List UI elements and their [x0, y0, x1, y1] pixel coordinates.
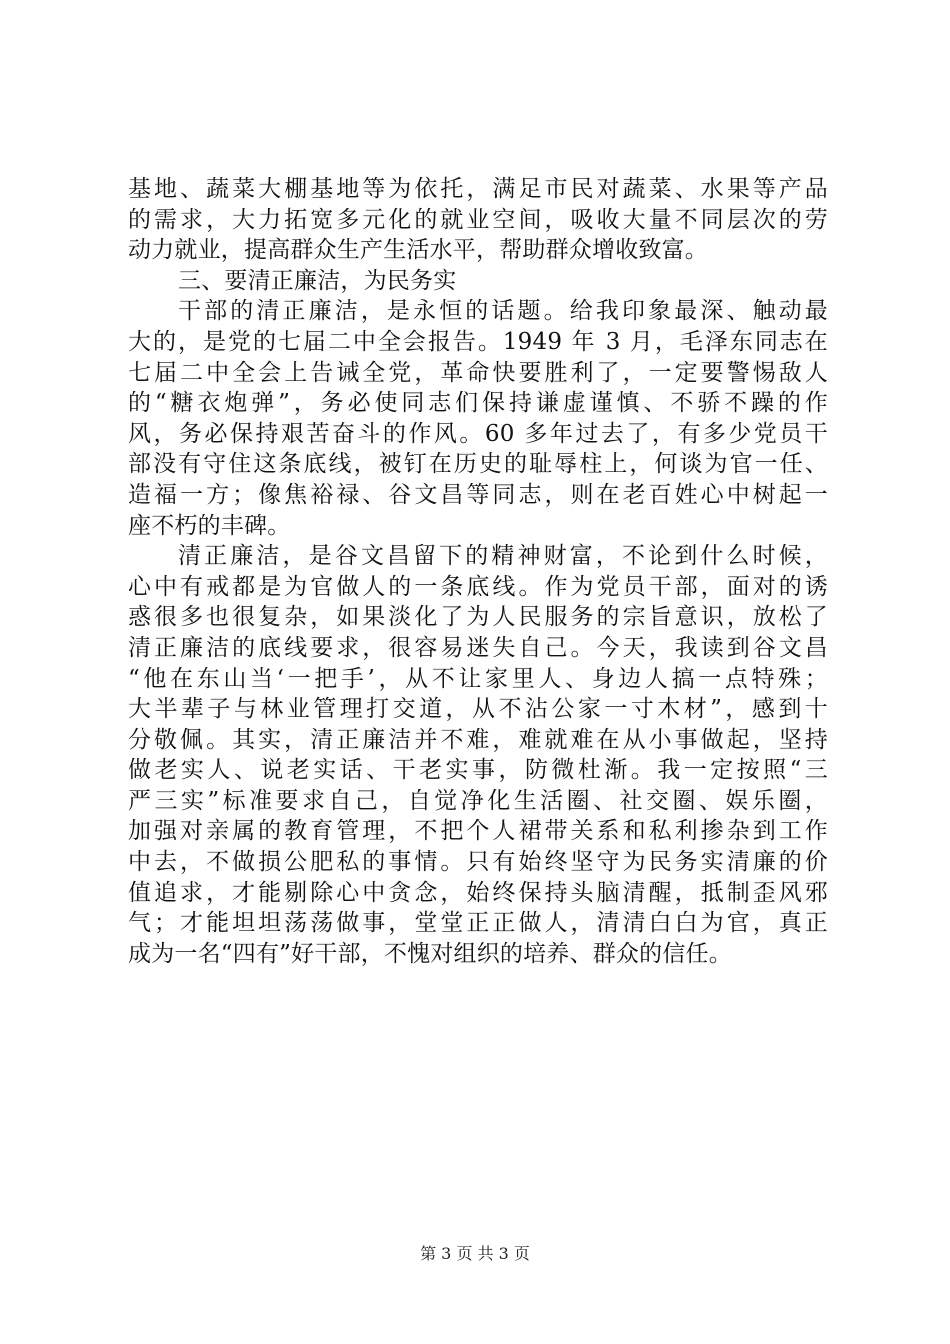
text-line: 分敬佩。其实，清正廉洁并不难，难就难在从小事做起，坚持 [128, 726, 828, 753]
text-line: 惑很多也很复杂，如果淡化了为人民服务的宗旨意识，放松了 [128, 604, 828, 631]
text-line: 清正廉洁，是谷文昌留下的精神财富，不论到什么时候， [178, 543, 828, 570]
text-line: 中去，不做损公肥私的事情。只有始终坚守为民务实清廉的价 [128, 849, 828, 876]
text-line: 座不朽的丰碑。 [128, 512, 291, 539]
text-line: 风，务必保持艰苦奋斗的作风。60 多年过去了，有多少党员干 [128, 420, 828, 447]
text-line: 动力就业，提高群众生产生活水平，帮助群众增收致富。 [128, 237, 708, 264]
text-line: 造福一方；像焦裕禄、谷文昌等同志，则在老百姓心中树起一 [128, 481, 828, 508]
text-line: 的“糖衣炮弹”，务必使同志们保持谦虚谨慎、不骄不躁的作 [128, 390, 828, 417]
text-line: 的需求，大力拓宽多元化的就业空间，吸收大量不同层次的劳 [128, 206, 828, 233]
text-line: 气；才能坦坦荡荡做事，堂堂正正做人，清清白白为官，真正 [128, 910, 828, 937]
text-line: 成为一名“四有”好干部，不愧对组织的培养、群众的信任。 [128, 940, 732, 967]
text-line: 部没有守住这条底线，被钉在历史的耻辱柱上，何谈为官一任、 [128, 451, 828, 478]
text-line: 加强对亲属的教育管理，不把个人裙带关系和私利掺杂到工作 [128, 818, 828, 845]
text-line: 心中有戒都是为官做人的一条底线。作为党员干部，面对的诱 [128, 573, 828, 600]
document-body [128, 174, 828, 969]
text-line: 值追求，才能剔除心中贪念，始终保持头脑清醒，抵制歪风邪 [128, 879, 828, 906]
text-line: 大的，是党的七届二中全会报告。1949 年 3 月，毛泽东同志在 [128, 328, 828, 355]
text-line: 七届二中全会上告诫全党，革命快要胜利了，一定要警惕敌人 [128, 359, 828, 386]
text-line: 大半辈子与林业管理打交道，从不沾公家一寸木材”，感到十 [128, 696, 828, 723]
text-line: 严三实”标准要求自己，自觉净化生活圈、社交圈、娱乐圈， [128, 787, 828, 814]
text-line: “他在东山当‘一把手’，从不让家里人、身边人搞一点特殊； [128, 665, 828, 692]
section-heading: 三、要清正廉洁，为民务实 [178, 267, 457, 294]
text-line: 清正廉洁的底线要求，很容易迷失自己。今天，我读到谷文昌 [128, 634, 828, 661]
text-line: 干部的清正廉洁，是永恒的话题。给我印象最深、触动最 [178, 298, 828, 325]
text-line: 基地、蔬菜大棚基地等为依托，满足市民对蔬菜、水果等产品 [128, 176, 828, 202]
page-footer: 第 3 页 共 3 页 [420, 1244, 530, 1263]
text-line: 做老实人、说老实话、干老实事，防微杜渐。我一定按照“三 [128, 757, 828, 784]
